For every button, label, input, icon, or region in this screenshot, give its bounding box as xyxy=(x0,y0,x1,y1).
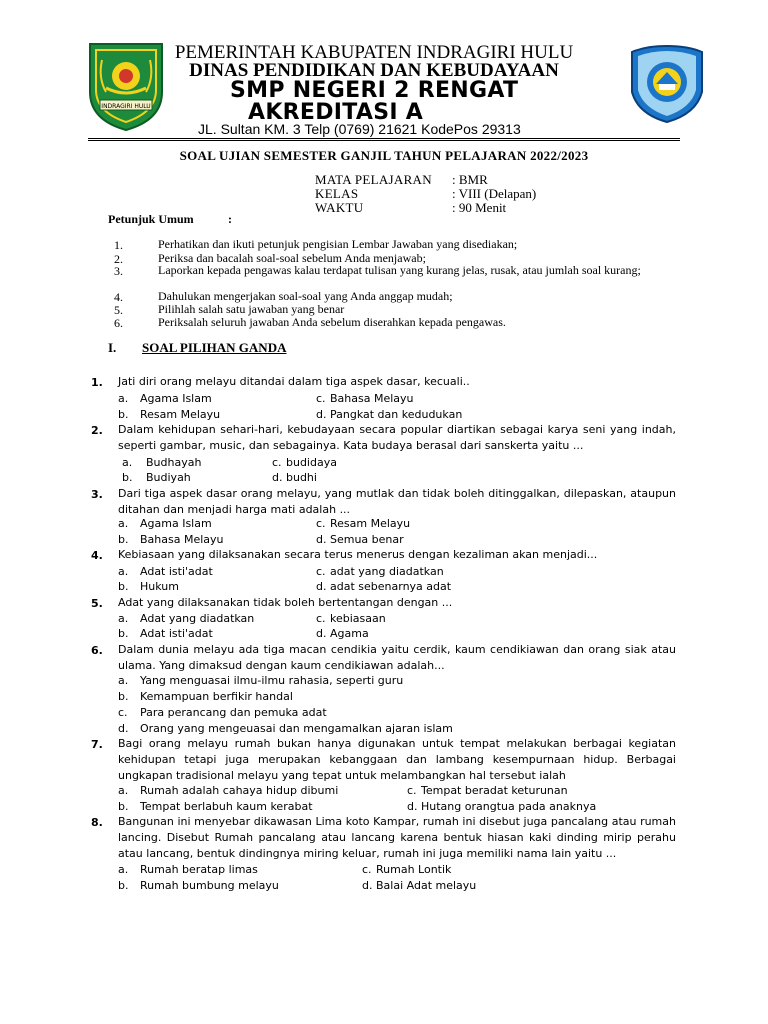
question-text: Kebiasaan yang dilaksanakan secara terus menerus dengan kezaliman akan menjadi... xyxy=(118,548,598,561)
option-text: Hukum xyxy=(140,580,179,593)
option-text: adat yang diadatkan xyxy=(330,565,444,578)
instruction-number: 6. xyxy=(114,316,123,330)
option-text: Rumah bumbung melayu xyxy=(140,879,279,892)
option-letter: a. xyxy=(118,612,129,625)
option-letter: c. xyxy=(407,784,417,797)
option-text: Agama Islam xyxy=(140,392,212,405)
option-letter: c. xyxy=(118,706,128,719)
option-text: Hutang orangtua pada anaknya xyxy=(421,800,597,813)
instructions-heading: Petunjuk Umum xyxy=(108,212,194,226)
question-number: 4. xyxy=(91,549,103,562)
option-letter: b. xyxy=(118,408,129,421)
meta-label-subject: MATA PELAJARAN xyxy=(315,172,432,187)
instructions-colon: : xyxy=(228,212,232,226)
government-name: PEMERINTAH KABUPATEN INDRAGIRI HULU xyxy=(174,42,574,63)
option-text: Pangkat dan kedudukan xyxy=(330,408,463,421)
option-letter: b. xyxy=(118,690,129,703)
section-title: SOAL PILIHAN GANDA xyxy=(142,340,287,355)
option-letter: a. xyxy=(118,565,129,578)
option-letter: d. xyxy=(316,533,327,546)
option-letter: d. xyxy=(362,879,373,892)
question-text: Jati diri orang melayu ditandai dalam tiga aspek dasar, kecuali.. xyxy=(118,375,470,388)
option-letter: a. xyxy=(118,674,129,687)
option-text: adat sebenarnya adat xyxy=(330,580,452,593)
question-number: 1. xyxy=(91,376,103,389)
option-letter: b. xyxy=(118,879,129,892)
option-text: Rumah Lontik xyxy=(376,863,452,876)
option-letter: d. xyxy=(316,408,327,421)
option-letter: c. xyxy=(272,456,282,469)
department-name: DINAS PENDIDIKAN DAN KEBUDAYAAN xyxy=(189,60,559,81)
meta-label-time: WAKTU xyxy=(315,200,364,215)
option-letter: b. xyxy=(118,580,129,593)
option-text: Adat isti'adat xyxy=(140,627,213,640)
option-text: Tempat beradat keturunan xyxy=(421,784,568,797)
section-number: I. xyxy=(108,340,117,355)
option-text: Para perancang dan pemuka adat xyxy=(140,706,327,719)
option-text: Budiyah xyxy=(146,471,191,484)
school-address: JL. Sultan KM. 3 Telp (0769) 21621 KodePos 29313 xyxy=(198,121,521,137)
option-letter: b. xyxy=(118,800,129,813)
option-text: Tempat berlabuh kaum kerabat xyxy=(140,800,313,813)
option-text: Rumah beratap limas xyxy=(140,863,258,876)
option-text: Adat yang diadatkan xyxy=(140,612,255,625)
school-name: SMP NEGERI 2 RENGAT xyxy=(230,78,519,103)
option-text: Budhayah xyxy=(146,456,202,469)
question-text: Dalam kehidupan sehari-hari, kebudayaan secara popular diartikan sebagai karya seni yang indah, seperti gambar, music, dan sebagainya. Kata budaya berasal dari sanskerta yaitu ... xyxy=(118,423,676,452)
option-letter: d. xyxy=(272,471,283,484)
instruction-number: 3. xyxy=(114,264,123,278)
instruction-text: Periksalah seluruh jawaban Anda sebelum diserahkan kepada pengawas. xyxy=(158,315,506,329)
option-text: Resam Melayu xyxy=(330,517,411,530)
option-text: Agama Islam xyxy=(140,517,212,530)
option-text: Orang yang mengeuasai dan mengamalkan ajaran islam xyxy=(140,722,453,735)
meta-value-class: : VIII (Delapan) xyxy=(452,186,537,201)
meta-value-time: : 90 Menit xyxy=(452,200,507,215)
option-letter: c. xyxy=(316,565,326,578)
logo-banner-text: INDRAGIRI HULU xyxy=(101,103,151,110)
header-divider-double xyxy=(88,140,680,141)
question-number: 6. xyxy=(91,644,103,657)
question-text: Dalam dunia melayu ada tiga macan cendikia yaitu cerdik, kaum cendikiawan dan orang siak atau ulama. Yang dimaksud dengan kaum cendikiawan adalah... xyxy=(118,643,676,672)
question-number: 3. xyxy=(91,488,103,501)
question-number: 7. xyxy=(91,738,103,751)
option-text: Semua benar xyxy=(330,533,404,546)
option-text: kebiasaan xyxy=(330,612,386,625)
question-text: Adat yang dilaksanakan tidak boleh bertentangan dengan ... xyxy=(118,596,453,609)
option-letter: a. xyxy=(118,784,129,797)
option-text: Resam Melayu xyxy=(140,408,221,421)
question-text: Bangunan ini menyebar dikawasan Lima koto Kampar, rumah ini disebut juga pancalang atau rumah lancing. Disebut Rumah pancalang atau lancang karena bentuk hiasan kaki dinding mirip perahu atau lancang, bentuk dindingnya miring keluar, rumah ini juga memiliki nama lain yaitu ... xyxy=(118,815,676,860)
option-text: Bahasa Melayu xyxy=(140,533,224,546)
option-letter: d. xyxy=(118,722,129,735)
option-letter: a. xyxy=(118,863,129,876)
instruction-number: 2. xyxy=(114,252,123,266)
instruction-number: 4. xyxy=(114,290,123,304)
option-letter: c. xyxy=(316,612,326,625)
instruction-text: Perhatikan dan ikuti petunjuk pengisian Lembar Jawaban yang disediakan; xyxy=(158,237,518,251)
instruction-text: Dahulukan mengerjakan soal-soal yang Anda anggap mudah; xyxy=(158,289,453,303)
question-number: 5. xyxy=(91,597,103,610)
instruction-text: Pilihlah salah satu jawaban yang benar xyxy=(158,302,345,316)
option-letter: b. xyxy=(118,533,129,546)
question-number: 2. xyxy=(91,424,103,437)
meta-value-subject: : BMR xyxy=(452,172,488,187)
option-letter: c. xyxy=(316,392,326,405)
question-text: Bagi orang melayu rumah bukan hanya digunakan untuk tempat melakukan berbagai kegiatan kehidupan tetapi juga merupakan kebanggaan dan lambang kesempurnaan hidup. Berbagai ungkapan tradisional melayu yang tepat untuk melambangkan hal tersebut ialah xyxy=(118,737,676,782)
meta-label-class: KELAS xyxy=(315,186,359,201)
option-letter: b. xyxy=(118,627,129,640)
option-letter: a. xyxy=(118,392,129,405)
option-letter: d. xyxy=(407,800,418,813)
instruction-number: 1. xyxy=(114,238,123,252)
instruction-text: Periksa dan bacalah soal-soal sebelum Anda menjawab; xyxy=(158,251,426,265)
exam-title: SOAL UJIAN SEMESTER GANJIL TAHUN PELAJARAN 2022/2023 xyxy=(179,148,589,163)
header-divider xyxy=(88,138,680,139)
option-letter: d. xyxy=(316,580,327,593)
question-text: Dari tiga aspek dasar orang melayu, yang mutlak dan tidak boleh ditinggalkan, dilepaskan, ataupun ditahan dan menjadi harga mati adalah ... xyxy=(118,487,676,516)
option-letter: c. xyxy=(316,517,326,530)
option-text: budidaya xyxy=(286,456,337,469)
option-text: Rumah adalah cahaya hidup dibumi xyxy=(140,784,339,797)
option-text: Adat isti'adat xyxy=(140,565,213,578)
option-letter: d. xyxy=(316,627,327,640)
option-letter: c. xyxy=(362,863,372,876)
option-text: Balai Adat melayu xyxy=(376,879,477,892)
instruction-text: Laporkan kepada pengawas kalau terdapat tulisan yang kurang jelas, rusak, atau jumlah soal kurang; xyxy=(158,263,641,277)
option-text: Agama xyxy=(330,627,369,640)
option-letter: a. xyxy=(122,456,133,469)
option-letter: a. xyxy=(118,517,129,530)
option-letter: b. xyxy=(122,471,133,484)
option-text: budhi xyxy=(286,471,317,484)
instruction-number: 5. xyxy=(114,303,123,317)
option-text: Bahasa Melayu xyxy=(330,392,414,405)
accreditation-label: AKREDITASI A xyxy=(248,100,424,125)
option-text: Yang menguasai ilmu-ilmu rahasia, seperti guru xyxy=(140,674,404,687)
question-number: 8. xyxy=(91,816,103,829)
option-text: Kemampuan berfikir handal xyxy=(140,690,293,703)
